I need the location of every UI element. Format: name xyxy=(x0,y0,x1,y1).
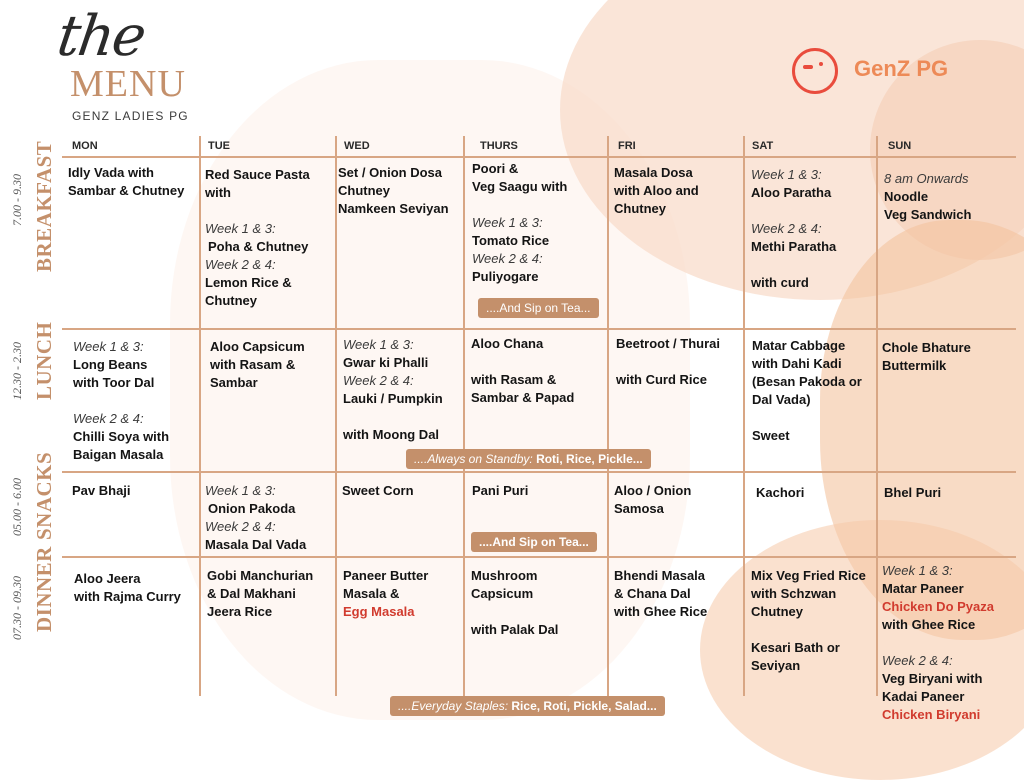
menu-item: Mix Veg Fried Rice xyxy=(751,568,866,583)
menu-item: with Dahi Kadi xyxy=(752,356,842,371)
breakfast-wed xyxy=(338,164,449,218)
menu-item: Sambar & Chutney xyxy=(68,183,185,198)
logo-text: GenZ PG xyxy=(854,56,949,81)
row-divider xyxy=(62,471,1016,473)
menu-item: Poha & Chutney xyxy=(208,239,309,254)
lunch-label: LUNCH xyxy=(32,321,56,400)
breakfast-label: BREAKFAST xyxy=(32,140,56,272)
menu-item: Dal Vada) xyxy=(752,392,811,407)
week-note: Week 1 & 3: xyxy=(205,221,276,236)
day-header-fri: FRI xyxy=(618,140,636,152)
menu-item: Sambar xyxy=(210,375,258,390)
menu-item: Veg Saagu with xyxy=(472,179,568,194)
menu-item: Beetroot / Thurai xyxy=(616,336,721,351)
menu-item: Baigan Masala xyxy=(73,447,164,462)
menu-item: Samosa xyxy=(614,501,664,516)
menu-item: with Schzwan xyxy=(751,586,837,601)
menu-item: Aloo Paratha xyxy=(751,185,832,200)
day-header-mon: MON xyxy=(72,140,98,152)
week-note: Week 2 & 4: xyxy=(751,221,822,236)
week-note: Week 1 & 3: xyxy=(751,167,822,182)
tea-note-snacks: ....And Sip on Tea... xyxy=(471,532,597,552)
menu-item: Kadai Paneer xyxy=(882,689,965,704)
standby-note: ....Always on Standby: Roti, Rice, Pickle... xyxy=(406,449,651,469)
menu-item: with Ghee Rice xyxy=(882,617,976,632)
lunch-fri xyxy=(616,335,720,389)
menu-item: with xyxy=(205,185,231,200)
menu-item: Pav Bhaji xyxy=(72,483,131,498)
menu-item: Aloo Jeera xyxy=(74,571,141,586)
page-title: MENU xyxy=(70,63,186,105)
menu-item: Matar Cabbage xyxy=(752,338,846,353)
menu-item: with Rasam & xyxy=(210,357,296,372)
day-header-sat: SAT xyxy=(752,140,774,152)
dinner-sat xyxy=(751,567,866,675)
dinner-wed xyxy=(343,567,428,621)
menu-item: Gwar ki Phalli xyxy=(343,355,429,370)
menu-item: Puliyogare xyxy=(472,269,539,284)
menu-item: Veg Sandwich xyxy=(884,207,972,222)
menu-item: with Palak Dal xyxy=(471,622,559,637)
menu-item: Kachori xyxy=(756,485,805,500)
week-note: Week 2 & 4: xyxy=(73,411,144,426)
breakfast-tue xyxy=(205,166,310,310)
menu-item: Poori & xyxy=(472,161,519,176)
menu-item: Chutney xyxy=(205,293,257,308)
week-note: Week 1 & 3: xyxy=(882,563,953,578)
menu-item: with Aloo and xyxy=(614,183,699,198)
menu-item: with Toor Dal xyxy=(73,375,155,390)
snacks-wed xyxy=(342,482,414,500)
menu-item: Sweet Corn xyxy=(342,483,414,498)
logo-eye-icon xyxy=(803,65,813,69)
row-divider xyxy=(62,328,1016,330)
menu-item: Namkeen Seviyan xyxy=(338,201,449,216)
menu-item: Aloo Capsicum xyxy=(210,339,305,354)
breakfast-fri xyxy=(614,164,699,218)
week-note: Week 1 & 3: xyxy=(73,339,144,354)
menu-item: Buttermilk xyxy=(882,358,947,373)
menu-item: Matar Paneer xyxy=(882,581,964,596)
menu-item: Seviyan xyxy=(751,658,801,673)
menu-item: Pani Puri xyxy=(472,483,529,498)
day-header-tue: TUE xyxy=(208,140,230,152)
menu-item: Methi Paratha xyxy=(751,239,837,254)
week-note: Week 2 & 4: xyxy=(205,519,276,534)
menu-item: with curd xyxy=(751,275,809,290)
column-divider xyxy=(463,136,465,696)
menu-item: with Curd Rice xyxy=(616,372,708,387)
dinner-time: 07.30 - 09.30 xyxy=(10,576,24,640)
tea-note-breakfast: ....And Sip on Tea... xyxy=(478,298,599,318)
day-header-sun: SUN xyxy=(888,140,912,152)
logo xyxy=(792,48,972,98)
menu-item: with Rasam & xyxy=(471,372,557,387)
week-note: Week 2 & 4: xyxy=(205,257,276,272)
menu-item: & Dal Makhani xyxy=(207,586,296,601)
lunch-mon xyxy=(73,338,169,464)
snacks-sun xyxy=(884,484,941,502)
breakfast-time: 7.00 - 9.30 xyxy=(10,174,24,226)
menu-item: with Ghee Rice xyxy=(614,604,708,619)
menu-item: Red Sauce Pasta xyxy=(205,167,310,182)
menu-item: Mushroom xyxy=(471,568,538,583)
menu-item: Masala & xyxy=(343,586,400,601)
logo-eye-icon xyxy=(819,62,823,66)
menu-item: Tomato Rice xyxy=(472,233,550,248)
time-note: 8 am Onwards xyxy=(884,171,969,186)
menu-item: Bhendi Masala xyxy=(614,568,706,583)
dinner-sun xyxy=(882,562,994,724)
snacks-tue xyxy=(205,482,306,554)
row-divider xyxy=(62,556,1016,558)
menu-item: Paneer Butter xyxy=(343,568,429,583)
column-divider xyxy=(199,136,201,696)
week-note: Week 2 & 4: xyxy=(882,653,953,668)
snacks-sat xyxy=(756,484,804,502)
column-divider xyxy=(335,136,337,696)
menu-item-nonveg: Egg Masala xyxy=(343,604,415,619)
column-divider xyxy=(876,136,878,696)
menu-item: Long Beans xyxy=(73,357,148,372)
dinner-label: DINNER xyxy=(32,546,56,632)
menu-item: Noodle xyxy=(884,189,929,204)
menu-item: Sambar & Papad xyxy=(471,390,575,405)
menu-item: Masala Dal Vada xyxy=(205,537,307,552)
week-note: Week 2 & 4: xyxy=(343,373,414,388)
menu-item: Gobi Manchurian xyxy=(207,568,314,583)
column-divider xyxy=(607,136,609,696)
menu-item: Capsicum xyxy=(471,586,534,601)
week-note: Week 1 & 3: xyxy=(205,483,276,498)
dinner-thu xyxy=(471,567,558,639)
menu-item: Chilli Soya with xyxy=(73,429,170,444)
staples-note: ....Everyday Staples: Rice, Roti, Pickle, Salad... xyxy=(390,696,665,716)
breakfast-sun xyxy=(884,170,971,224)
menu-item: Sweet xyxy=(752,428,790,443)
week-note: Week 2 & 4: xyxy=(472,251,543,266)
page-subtitle: GENZ LADIES PG xyxy=(72,109,189,123)
menu-item: Kesari Bath or xyxy=(751,640,840,655)
snacks-thu xyxy=(472,482,528,500)
lunch-tue xyxy=(210,338,305,392)
column-divider xyxy=(743,136,745,696)
menu-item: Aloo / Onion xyxy=(614,483,692,498)
day-header-wed: WED xyxy=(344,140,370,152)
menu-item: with Moong Dal xyxy=(343,427,440,442)
dinner-tue xyxy=(207,567,313,621)
row-divider xyxy=(62,156,1016,158)
dinner-fri xyxy=(614,567,707,621)
breakfast-thu xyxy=(472,160,567,286)
menu-item: Lemon Rice & xyxy=(205,275,292,290)
menu-item: with Rajma Curry xyxy=(74,589,181,604)
menu-item: Bhel Puri xyxy=(884,485,942,500)
breakfast-sat xyxy=(751,166,836,292)
menu-item-nonveg: Chicken Do Pyaza xyxy=(882,599,994,614)
snacks-fri xyxy=(614,482,691,518)
lunch-sat xyxy=(752,337,862,445)
snacks-time: 05.00 - 6.00 xyxy=(10,478,24,536)
dinner-mon xyxy=(74,570,181,606)
smiley-logo-icon xyxy=(792,48,838,94)
week-note: Week 1 & 3: xyxy=(343,337,414,352)
menu-item: Chutney xyxy=(751,604,803,619)
menu-item: (Besan Pakoda or xyxy=(752,374,862,389)
day-header-thu: THURS xyxy=(480,140,518,152)
menu-item: Veg Biryani with xyxy=(882,671,983,686)
breakfast-mon xyxy=(68,164,184,200)
script-title: the xyxy=(53,4,149,69)
menu-item: Idly Vada with xyxy=(68,165,154,180)
menu-item: Chutney xyxy=(338,183,390,198)
snacks-mon xyxy=(72,482,131,500)
week-note: Week 1 & 3: xyxy=(472,215,543,230)
menu-item: Chole Bhature xyxy=(882,340,971,355)
menu-item: Set / Onion Dosa xyxy=(338,165,443,180)
menu-item: Onion Pakoda xyxy=(208,501,296,516)
menu-item: Aloo Chana xyxy=(471,336,544,351)
menu-item-nonveg: Chicken Biryani xyxy=(882,707,981,722)
menu-item: Chutney xyxy=(614,201,666,216)
menu-item: Jeera Rice xyxy=(207,604,273,619)
menu-item: Lauki / Pumpkin xyxy=(343,391,443,406)
lunch-thu xyxy=(471,335,574,407)
menu-item: Masala Dosa xyxy=(614,165,693,180)
snacks-label: SNACKS xyxy=(32,451,56,540)
menu-item: & Chana Dal xyxy=(614,586,691,601)
lunch-wed xyxy=(343,336,443,444)
lunch-sun xyxy=(882,339,971,375)
lunch-time: 12.30 - 2.30 xyxy=(10,342,24,400)
